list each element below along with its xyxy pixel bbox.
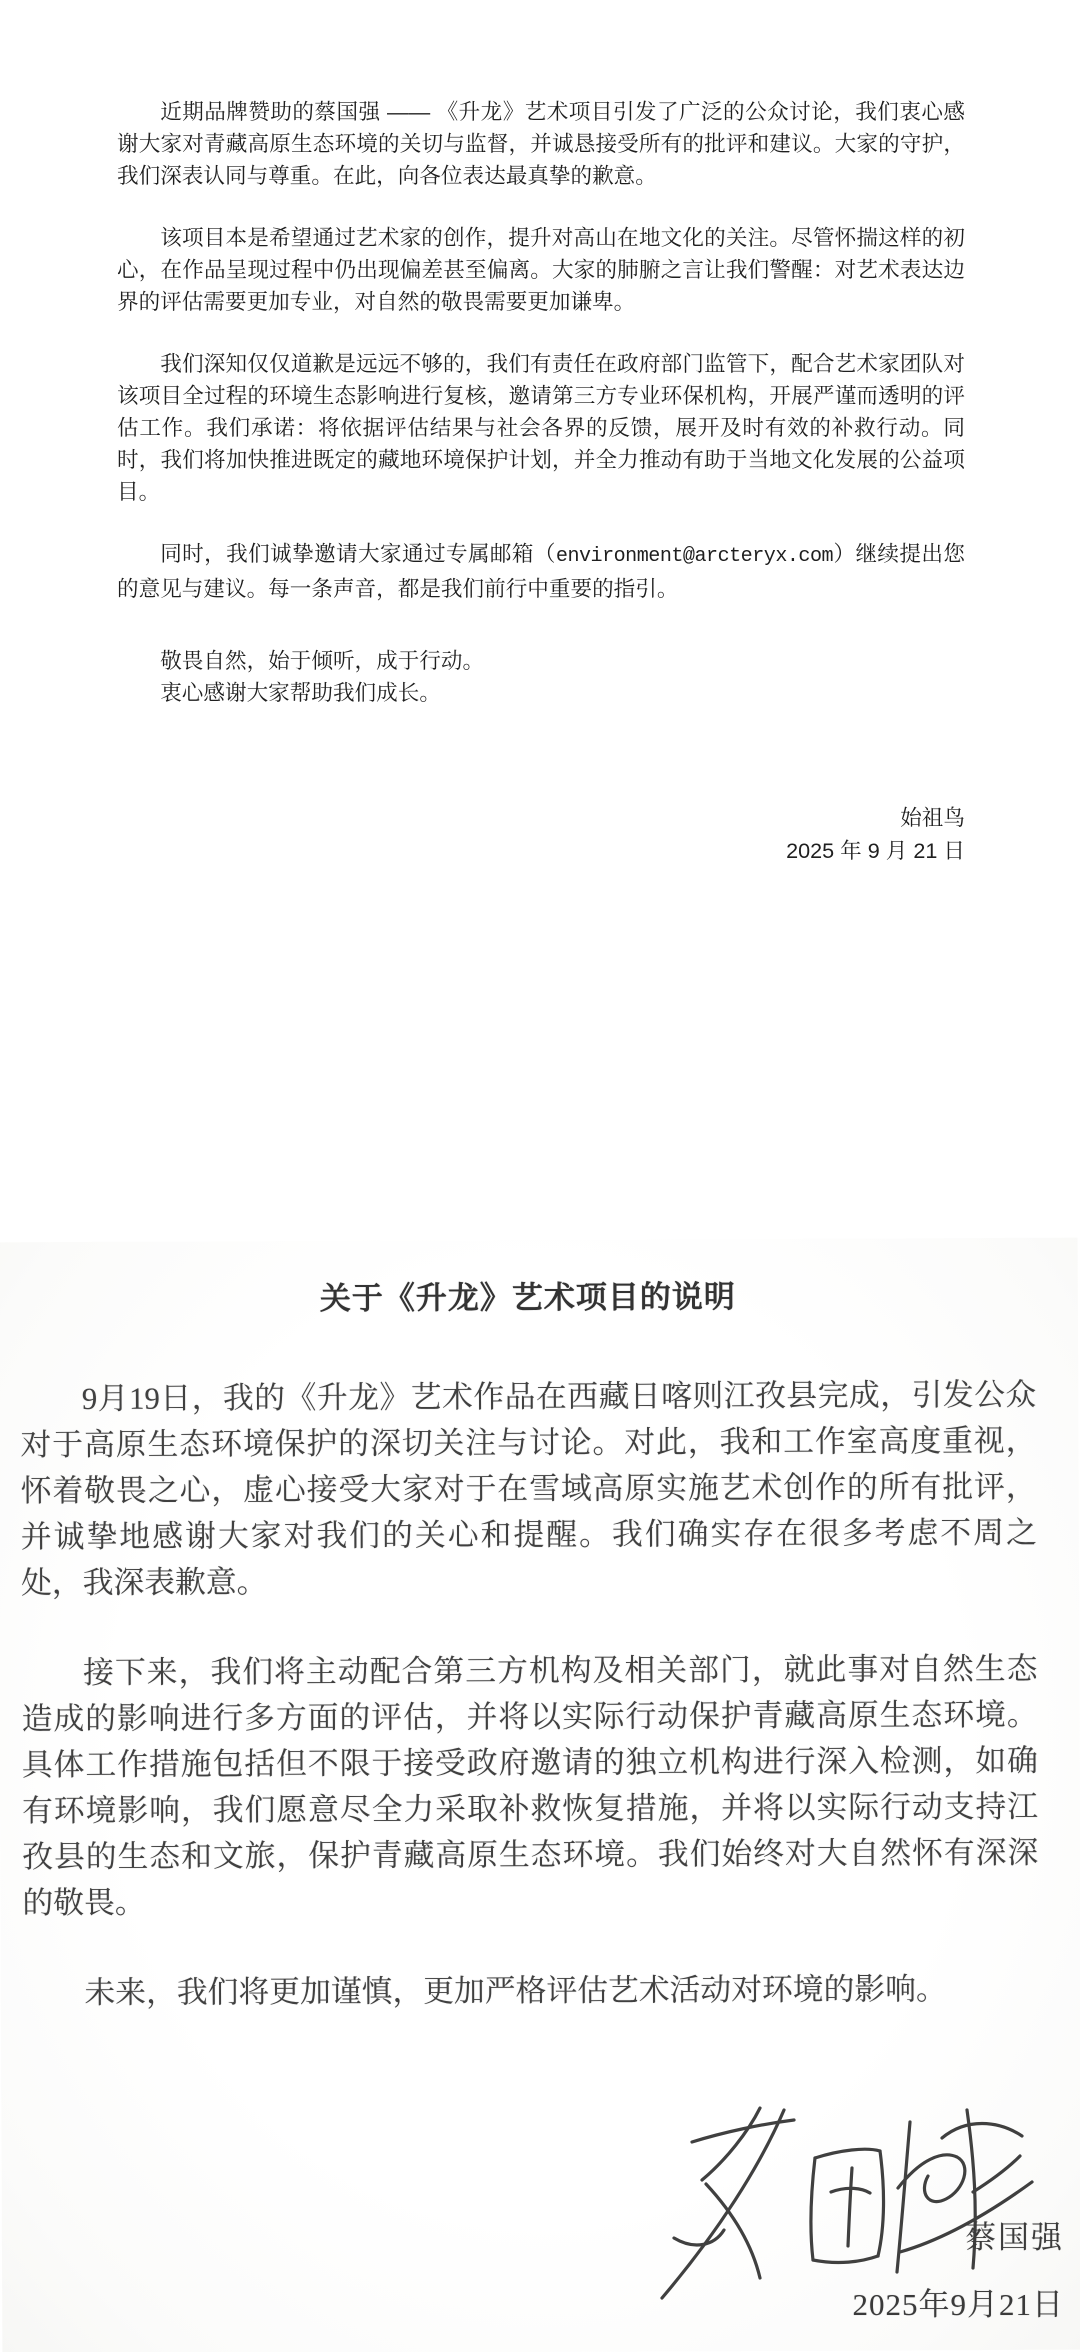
closing-line-1: 敬畏自然，始于倾听，成于行动。 — [160, 648, 485, 673]
artist-statement-body — [20, 1372, 1039, 2016]
statement2-signer: 蔡国强 — [965, 2220, 1064, 2255]
statement2-date: 2025年9月21日 — [852, 2287, 1064, 2322]
statement1-paragraph-email — [117, 538, 965, 605]
email-paragraph-suffix: ）继续提出您的意见与建议。每一条声音，都是我们前行中重要的指引。 — [117, 541, 965, 601]
artist-signature-area — [0, 2060, 1080, 2352]
statement1-paragraph-2: 该项目本是希望通过艺术家的创作，提升对高山在地文化的关注。尽管怀揣这样的初心，在作品呈现过程中仍出现偏差甚至偏离。大家的肺腑之言让我们警醒：对艺术表达边界的评估需要更加专业，对自然的敬畏需要更加谦卑。 — [117, 225, 965, 314]
statement2-paragraph-2: 接下来，我们将主动配合第三方机构及相关部门，就此事对自然生态造成的影响进行多方面的评估，并将以实际行动保护青藏高原生态环境。具体工作措施包括但不限于接受政府邀请的独立机构进行深入检测，如确有环境影响，我们愿意尽全力采取补救恢复措施，并将以实际行动支持江孜县的生态和文旅，保护青藏高原生态环境。我们始终对大自然怀有深深的敬畏。 — [21, 1651, 1039, 1921]
statement1-signer: 始祖鸟 — [900, 805, 965, 830]
artist-statement-title: 关于《升龙》艺术项目的说明 — [319, 1279, 736, 1316]
statement1-paragraph-1: 近期品牌赞助的蔡国强 —— 《升龙》艺术项目引发了广泛的公众讨论，我们衷心感谢大家对青藏高原生态环境的关切与监督，并诚恳接受所有的批评和建议。大家的守护，我们深表认同与尊重。在此，向各位表达最真挚的歉意。 — [117, 99, 965, 188]
statement2-paragraph-3: 未来，我们将更加谨慎，更加严格评估艺术活动对环境的影响。 — [84, 1972, 947, 2010]
contact-email: environment@arcteryx.com — [555, 545, 834, 568]
statement1-signature-block — [117, 801, 965, 867]
statement1-paragraph-3: 我们深知仅仅道歉是远远不够的，我们有责任在政府部门监管下，配合艺术家团队对该项目全过程的环境生态影响进行复核，邀请第三方专业环保机构，开展严谨而透明的评估工作。我们承诺：将依据评估结果与社会各界的反馈，展开及时有效的补救行动。同时，我们将加快推进既定的藏地环境保护计划，并全力推动有助于当地文化发展的公益项目。 — [117, 351, 965, 504]
statement2-paragraph-1: 9月19日，我的《升龙》艺术作品在西藏日喀则江孜县完成，引发公众对于高原生态环境保护的深切关注与讨论。对此，我和工作室高度重视，怀着敬畏之心，虚心接受大家对于在雪域高原实施艺术创作的所有批评，并诚挚地感谢大家对我们的关心和提醒。我们确实存在很多考虑不周之处，我深表歉意。 — [20, 1377, 1037, 1601]
brand-statement — [117, 96, 965, 867]
statement1-closing — [117, 645, 965, 709]
artist-signature-text — [853, 2212, 1065, 2324]
closing-line-2: 衷心感谢大家帮助我们成长。 — [160, 680, 441, 705]
email-paragraph-prefix: 同时，我们诚挚邀请大家通过专属邮箱（ — [160, 541, 556, 566]
statement1-date: 2025 年 9 月 21 日 — [786, 838, 965, 863]
